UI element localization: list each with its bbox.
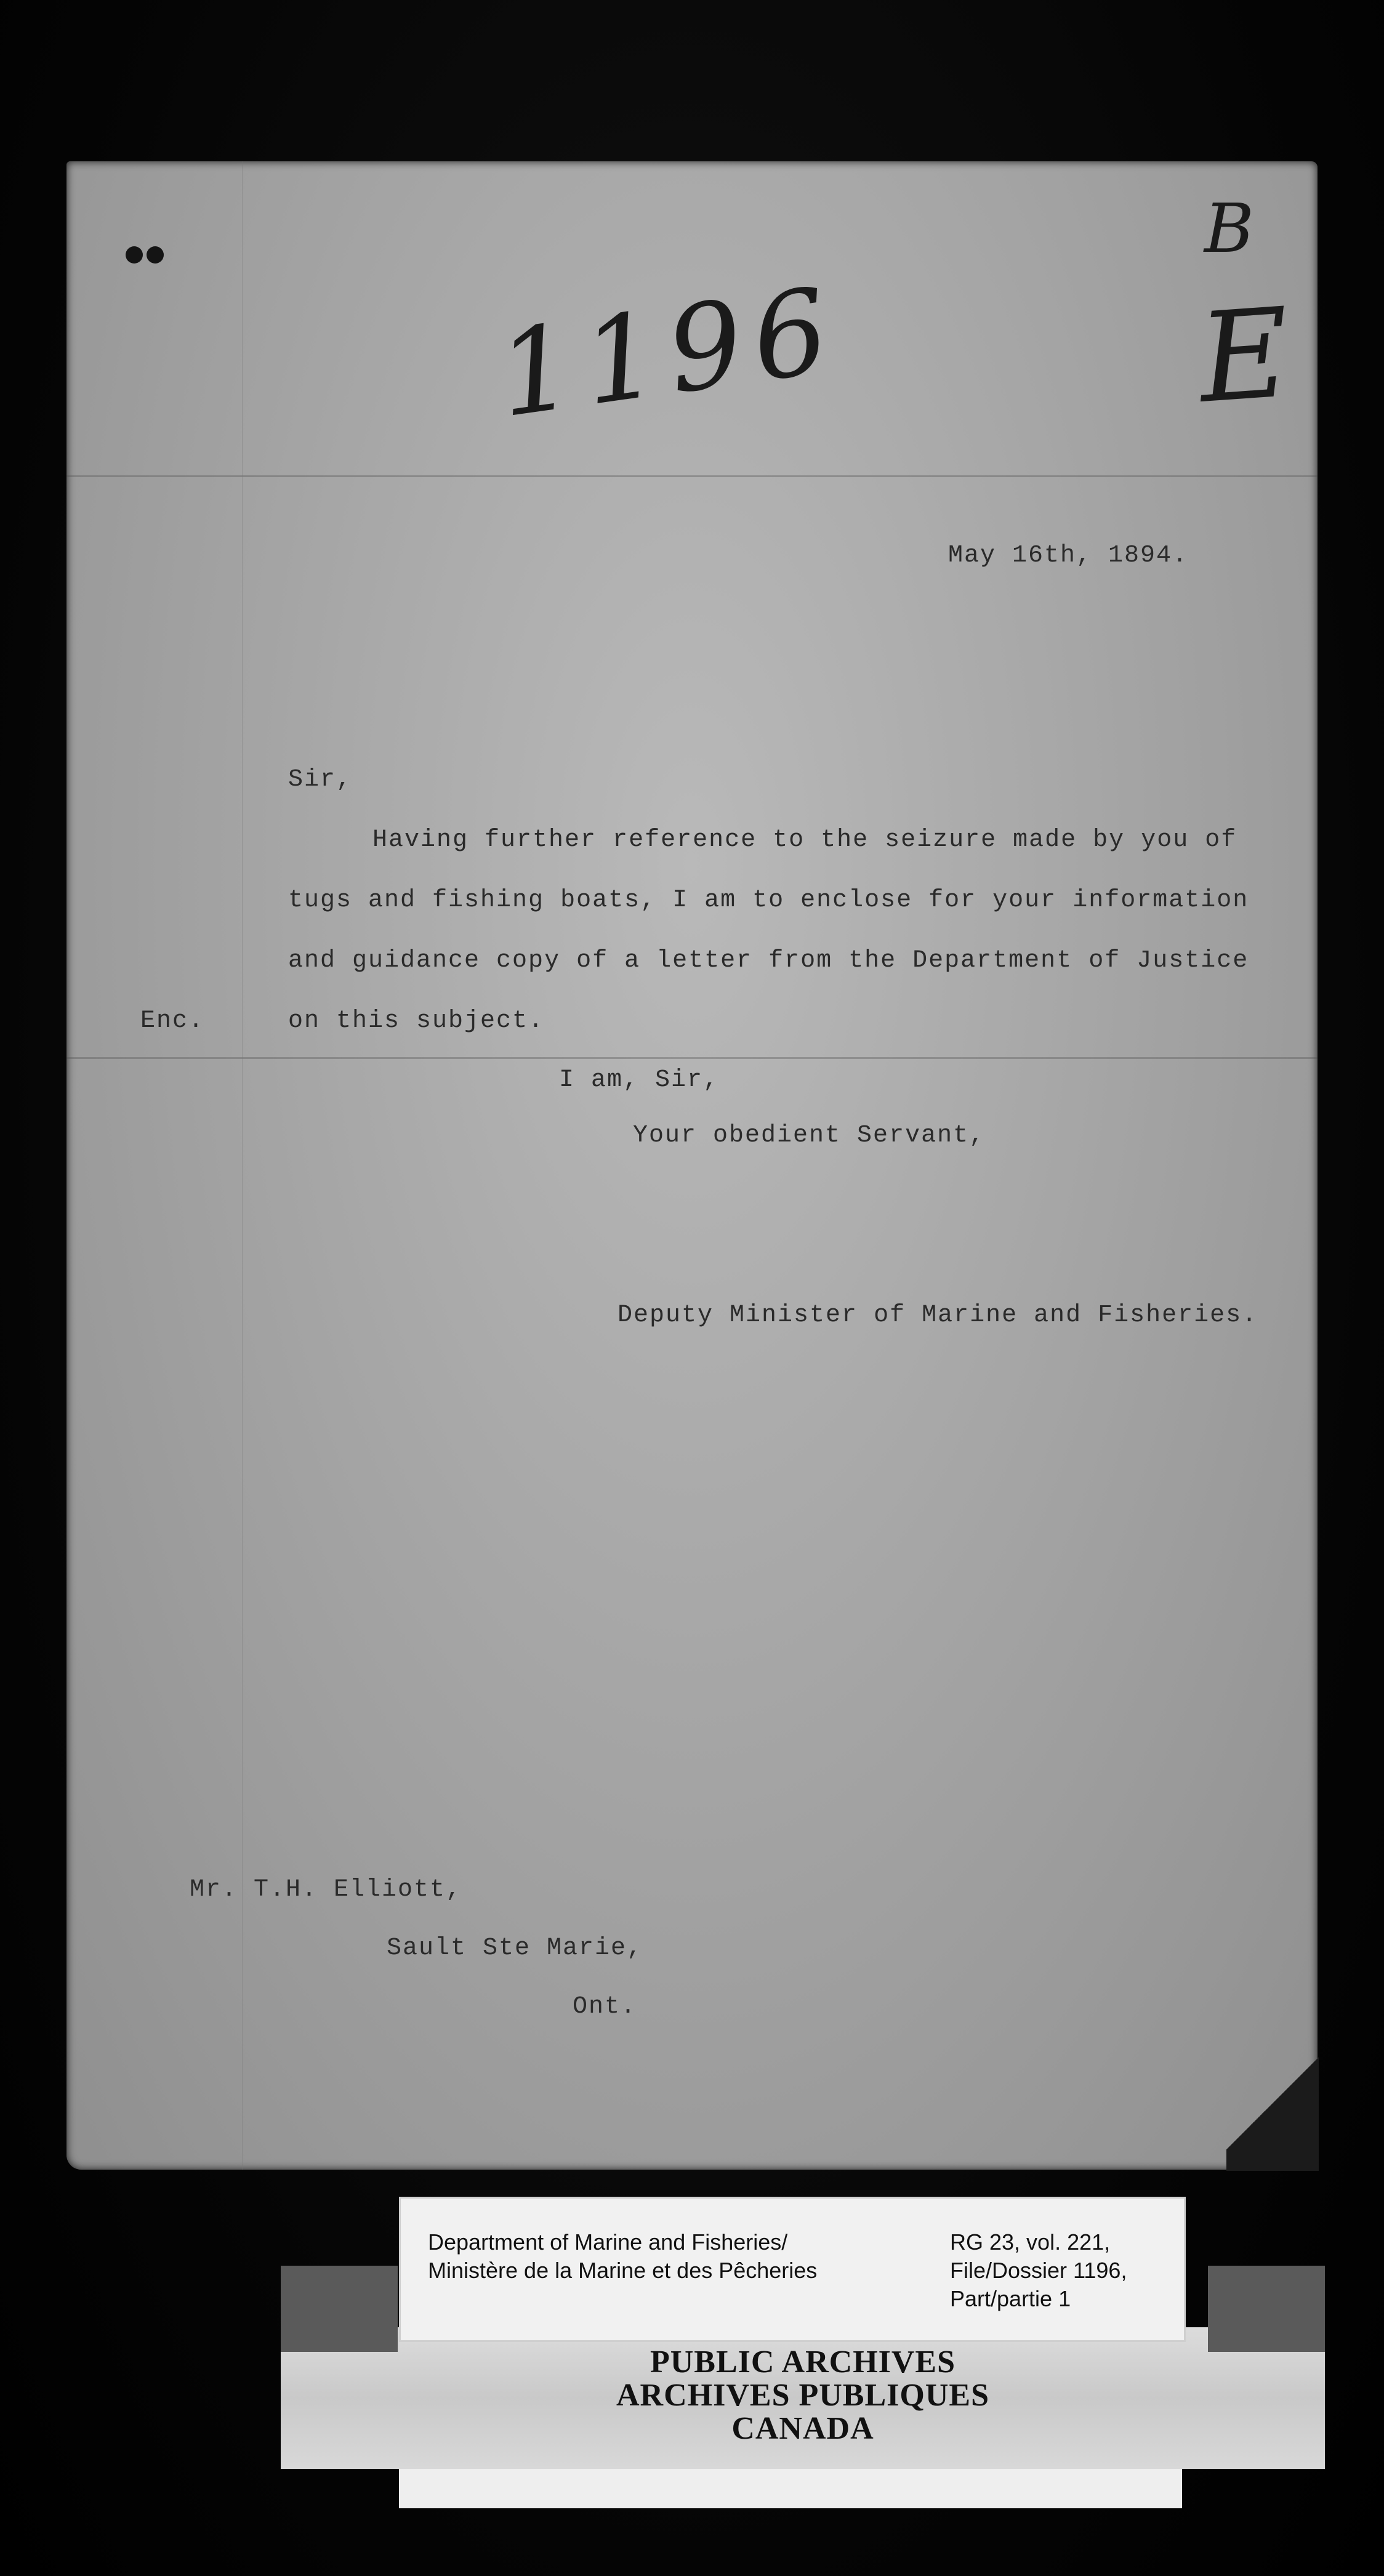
archive-stamp-line: PUBLIC ARCHIVES: [650, 2345, 956, 2380]
letter-date: May 16th, 1894.: [948, 542, 1189, 570]
addressee-province: Ont.: [573, 1993, 637, 2021]
addressee-name: Mr. T.H. Elliott,: [190, 1876, 462, 1904]
archive-stamp-line: ARCHIVES PUBLIQUES: [616, 2378, 990, 2413]
label-tab: [281, 2266, 398, 2352]
label-lower-strip: [399, 2469, 1182, 2508]
fold-line: [66, 475, 1318, 477]
reference-file: File/Dossier 1196,: [950, 2258, 1127, 2283]
letter-salutation: Sir,: [288, 766, 353, 794]
department-english: Department of Marine and Fisheries/: [428, 2229, 788, 2255]
reference-record-group: RG 23, vol. 221,: [950, 2229, 1111, 2255]
department-french: Ministère de la Marine et des Pêcheries: [428, 2258, 818, 2283]
letter-closing-servant: Your obedient Servant,: [633, 1122, 986, 1149]
handwritten-corner-mark: B: [1204, 189, 1254, 268]
handwritten-section-mark: E: [1194, 281, 1294, 431]
signature-title: Deputy Minister of Marine and Fisheries.: [618, 1302, 1258, 1329]
label-tab: [1208, 2266, 1325, 2352]
enclosure-note: Enc.: [140, 1007, 205, 1035]
letter-body-line: and guidance copy of a letter from the Department of Justice: [288, 947, 1249, 975]
addressee-city: Sault Ste Marie,: [387, 1934, 643, 1962]
letter-closing: I am, Sir,: [559, 1066, 720, 1094]
handwritten-file-number: 1196: [489, 261, 848, 444]
archive-stamp-line: CANADA: [731, 2411, 874, 2446]
letter-body-line: Having further reference to the seizure made by you of: [372, 826, 1237, 854]
fold-line: [66, 1057, 1318, 1059]
punch-hole: [126, 246, 143, 264]
archive-stamp-band: [281, 2327, 1325, 2469]
letter-sheet: [66, 161, 1318, 2170]
punch-hole: [147, 246, 164, 264]
reference-part: Part/partie 1: [950, 2286, 1071, 2311]
archive-reference-label: [399, 2197, 1186, 2342]
letter-body-line: tugs and fishing boats, I am to enclose for your information: [288, 887, 1249, 914]
letter-body-line: on this subject.: [288, 1007, 545, 1035]
margin-rule: [242, 161, 243, 2170]
page-corner: [1226, 2035, 1319, 2171]
